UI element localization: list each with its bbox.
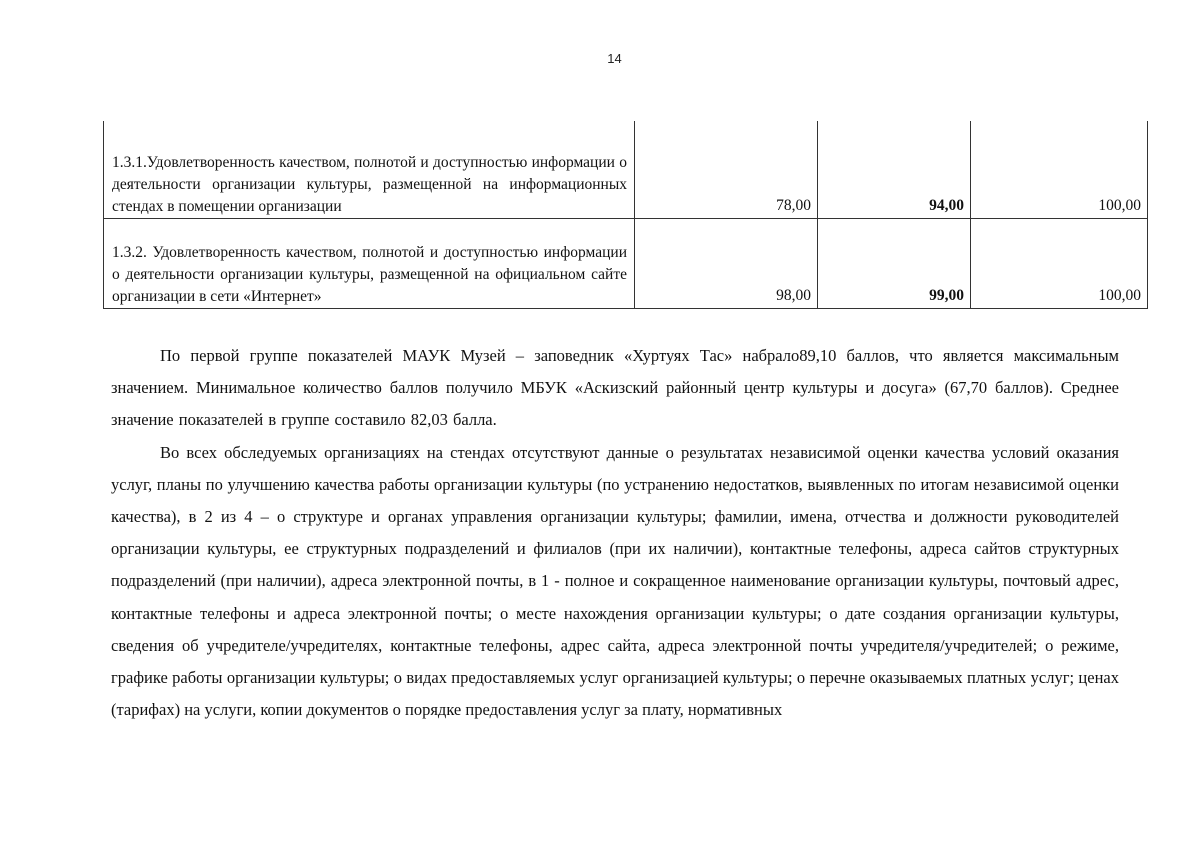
table-row xyxy=(104,121,1148,218)
value-cell-max: 100,00 xyxy=(971,218,1148,308)
value-cell-min: 98,00 xyxy=(635,218,818,308)
indicator-label: 1.3.2. Удовлетворенность качеством, полнотой и доступностью информации о деятельности организации культуры, размещенной на официальном сайте организации в сети «Интернет» xyxy=(112,243,627,305)
value-cell-bold: 99,00 xyxy=(818,218,971,308)
indicator-label-cell xyxy=(104,218,635,308)
paragraph-summary: По первой группе показателей МАУК Музей – заповедник «Хуртуях Тас» набрало89,10 баллов, что является максимальным значением. Минимальное количество баллов получило МБУК «Аскизский районный центр культуры и досуга» (67,70 баллов). Среднее значение показателей в группе составило 82,03 балла. xyxy=(111,346,1119,430)
indicator-table xyxy=(103,121,1148,309)
value-cell-bold: 94,00 xyxy=(818,121,971,218)
paragraph-details: Во всех обследуемых организациях на стендах отсутствуют данные о результатах независимой оценки качества условий оказания услуг, планы по улучшению качества работы организации культуры (по устранению недостатков, выявленных по итогам независимой оценки качества), в 2 из 4 – о структуре и органах управления организации культуры; фамилии, имена, отчества и должности руководителей организации культуры, ее структурных подразделений и филиалов (при их наличии), контактные телефоны, адреса сайтов структурных подразделений (при наличии), адреса электронной почты, в 1 - полное и сокращенное наименование организации культуры, почтовый адрес, контактные телефоны и адреса электронной почты; о месте нахождения организации культуры; о дате создания организации культуры, сведения об учредителе/учредителях, контактные телефоны, адрес сайта, адреса электронной почты учредителя/учредителей; о режиме, графике работы организации культуры; о видах предоставляемых услуг организацией культуры; о перечне оказываемых платных услуг; ценах (тарифах) на услуги, копии документов о порядке предоставления услуг за плату, нормативных xyxy=(111,442,1119,720)
indicator-label: 1.3.1.Удовлетворенность качеством, полнотой и доступностью информации о деятельности организации культуры, размещенной на информационных стендах в помещении организации xyxy=(112,153,627,215)
page-number: 14 xyxy=(607,51,622,66)
value-cell-max: 100,00 xyxy=(971,121,1148,218)
indicator-label-cell xyxy=(104,121,635,218)
body-text xyxy=(111,340,1119,726)
value-cell-min: 78,00 xyxy=(635,121,818,218)
table-row xyxy=(104,218,1148,308)
